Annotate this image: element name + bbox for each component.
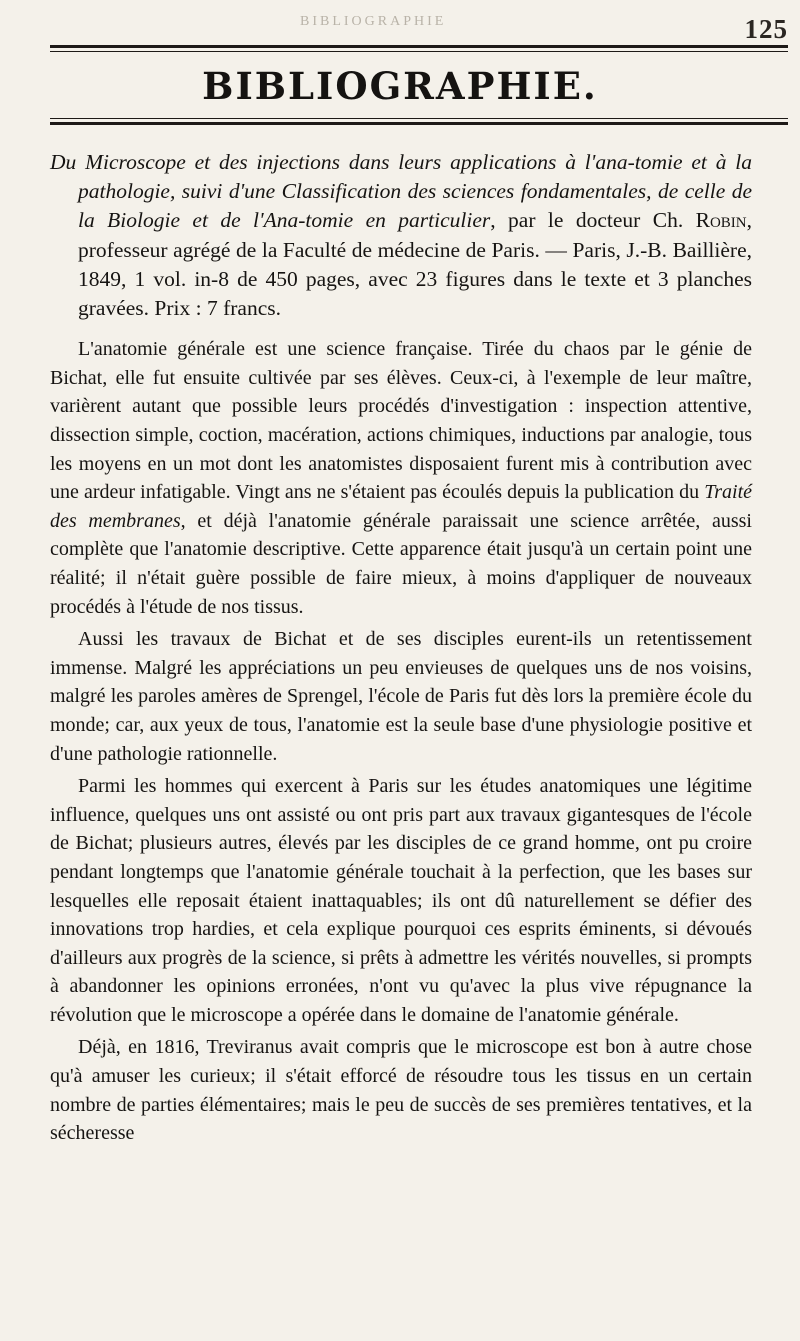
paragraph-1-text-b: , et déjà l'anatomie générale paraissait une science arrêtée, aussi complète que l'anatomie descriptive. Cette apparence était jusqu'à un certain point une réalité; il n'était guère possible de faire mieux, à moins d'appliquer de nouveaux procédés à l'étude de nos tissus. [50, 509, 752, 618]
page-number: 125 [744, 14, 788, 44]
entry-details: , professeur agrégé de la Faculté de médecine de Paris. — Paris, J.-B. Baillière, 1849, 1 vol. in-8 de 450 pages, avec 23 figures dans le texte et 3 planches gravées. Prix : 7 francs. [78, 208, 753, 321]
page-title: BIBLIOGRAPHIE. [202, 64, 598, 108]
bibliographic-entry [50, 148, 752, 323]
paragraph-4: Déjà, en 1816, Treviranus avait compris que le microscope est bon à autre chose qu'à amuser les curieux; il s'était efforcé de résoudre tous les tissus en un certain nombre de parties élémentaires; mais le peu de succès de ses premières tentatives, et la sécheresse [50, 1036, 752, 1145]
running-head: BIBLIOGRAPHIE [300, 14, 447, 29]
entry-author: Robin [695, 208, 747, 233]
top-rule-thin [50, 51, 788, 52]
top-rule-thick [50, 45, 788, 48]
paragraph-1-text-a: L'anatomie générale est une science française. Tirée du chaos par le génie de Bichat, elle fut ensuite cultivée par ses élèves. Ceux-ci, à l'exemple de leur maître, varièrent autant que possible leurs procédés d'investigation : inspection attentive, dissection simple, coction, macération, actions chimiques, inductions par analogie, tous les moyens en un mot dont les anatomistes disposaient furent mis à contribution avec une ardeur infatigable. Vingt ans ne s'étaient pas écoulés depuis la publication du [50, 338, 752, 504]
entry-by: , par le docteur Ch. [490, 208, 696, 233]
title-rule-thick [50, 122, 788, 125]
paragraph-1 [50, 335, 752, 621]
paragraph-3: Parmi les hommes qui exercent à Paris sur les études anatomiques une légitime influence, quelques uns ont assisté ou ont pris part aux travaux gigantesques de l'école de Bichat; plusieurs autres, élevés par les disciples de ce grand homme, ont pu croire pendant longtemps que l'anatomie générale touchait à la perfection, que les bases sur lesquelles elle reposait étaient inattaquables; ils ont dû naturellement se défier des innovations trop hardies, et cela explique pourquoi ces esprits éminents, si dévoués d'ailleurs aux progrès de la science, si prêts à admettre les vérités nouvelles, si prompts à abandonner les opinions erronées, n'ont vu qu'avec la plus vive répugnance la révolution que le microscope a opérée dans le domaine de l'anatomie générale. [50, 775, 752, 1026]
title-rule-thin [50, 118, 788, 119]
paragraph-1-italic: Traité des membranes [50, 481, 752, 532]
article-body [50, 148, 752, 1152]
paragraph-2: Aussi les travaux de Bichat et de ses disciples eurent-ils un retentissement immense. Malgré les appréciations un peu envieuses de quelques uns de nos voisins, malgré les paroles amères de Sprengel, l'école de Paris fut dès lors la première école du monde; car, aux yeux de tous, l'anatomie est la seule base d'une physiologie positive et d'une pathologie rationnelle. [50, 628, 752, 765]
work-title: Du Microscope et des injections dans leurs applications à l'ana-tomie et à la pathologie, suivi d'une Classification des sciences fondamentales, de celle de la Biologie et de l'Ana-tomie en particulier [50, 150, 752, 233]
